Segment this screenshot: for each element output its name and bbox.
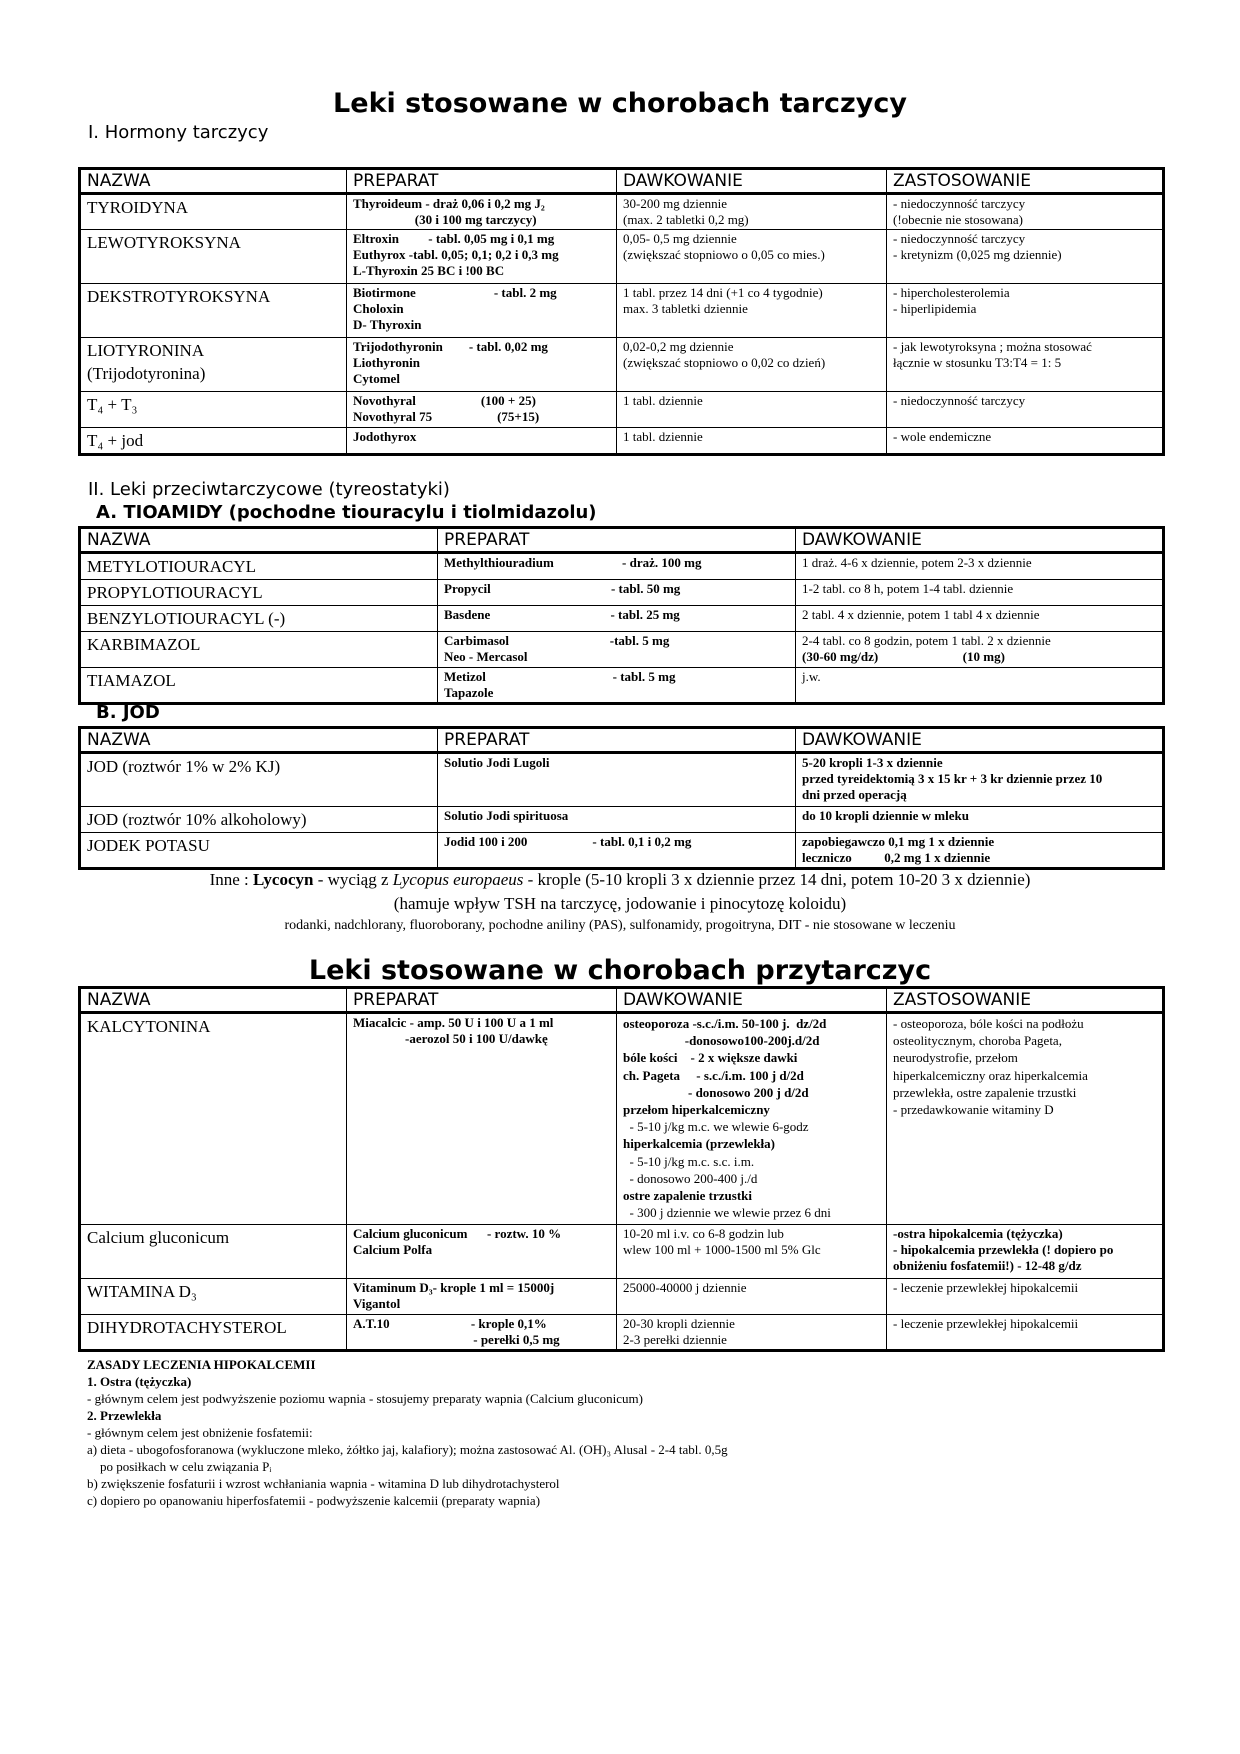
preparation-cell (347, 284, 617, 338)
indication-line: - jak lewotyroksyna ; można stosować (893, 339, 1092, 354)
dosage-line: dni przed operacją (802, 787, 907, 802)
preparation-line: Thyroideum - draż 0,06 i 0,2 mg J₂ (353, 196, 545, 211)
preparation-cell (438, 632, 796, 668)
dosage-cell (796, 580, 1164, 606)
indication-cell (887, 1225, 1164, 1279)
preparation-line: Propycil - tabl. 50 mg (444, 581, 681, 596)
column-header: PREPARAT (438, 528, 796, 553)
thyroid-title: Leki stosowane w chorobach tarczycy (333, 88, 907, 119)
dosage-line: 1 tabl. dziennie (623, 429, 703, 444)
table-row (80, 668, 1164, 704)
preparation-line: L-Thyroxin 25 BC i !00 BC (353, 263, 505, 278)
preparation-line: Vitaminum D₃- krople 1 ml = 15000j (353, 1280, 555, 1295)
dosage-cell (617, 1013, 887, 1225)
dosage-cell (617, 338, 887, 392)
preparation-line: Solutio Jodi Lugoli (444, 755, 550, 770)
drug-name-alias: (Trijodotyronina) (87, 364, 206, 383)
drug-name: BENZYLOTIOURACYL (-) (80, 606, 438, 632)
preparation-line: A.T.10 - krople 0,1% (353, 1316, 547, 1331)
indication-line: przewlekła, ostre zapalenie trzustki (893, 1084, 1077, 1100)
table-row (80, 428, 1164, 455)
dosage-line: hiperkalcemia (przewlekła) (623, 1136, 775, 1152)
subsection-thioamides-heading: A. TIOAMIDY (pochodne tiouracylu i tiolmidazolu) (96, 502, 597, 523)
dosage-line: 0,05- 0,5 mg dziennie (623, 231, 737, 246)
dosage-cell (796, 668, 1164, 704)
dosage-line: - donosowo 200-400 j./d (623, 1170, 758, 1186)
preparation-line: D- Thyroxin (353, 317, 422, 332)
dosage-line: 1 tabl. dziennie (623, 393, 703, 408)
dosage-line: - 300 j dziennie we wlewie przez 6 dni (623, 1205, 831, 1221)
dosage-line: 1 draż. 4-6 x dziennie, potem 2-3 x dziennie (802, 555, 1032, 570)
column-header: ZASTOSOWANIE (887, 169, 1164, 194)
dosage-line: - donosowo 200 j d/2d (623, 1084, 809, 1100)
dosage-cell (617, 1225, 887, 1279)
indication-line: - niedoczynność tarczycy (893, 196, 1026, 211)
indication-line: neurodystrofie, przełom (893, 1050, 1018, 1066)
preparation-cell (347, 1315, 617, 1351)
table-header-row (80, 728, 1164, 753)
preparation-line: Cytomel (353, 371, 400, 386)
preparation-line: Methylthiouradium - draż. 100 mg (444, 555, 702, 570)
mechanism-note: (hamuje wpływ TSH na tarczycę, jodowanie i pinocytozę koloidu) (393, 894, 847, 913)
section-antithyroid-heading: II. Leki przeciwtarczycowe (tyreostatyki) (88, 479, 450, 500)
dosage-cell (617, 392, 887, 428)
not-used-note: rodanki, nadchlorany, fluoroborany, pochodne aniliny (PAS), sulfonamidy, progoitryna, DIT - nie stosowane w leczeniu (284, 918, 956, 933)
indication-line: - wole endemiczne (893, 429, 992, 444)
preparation-line: Carbimasol -tabl. 5 mg (444, 633, 670, 648)
preparation-line: Calcium Polfa (353, 1242, 433, 1257)
table-row (80, 1279, 1164, 1315)
table-row (80, 284, 1164, 338)
preparation-line: Novothyral 75 (75+15) (353, 409, 540, 424)
preparation-line: Euthyrox -tabl. 0,05; 0,1; 0,2 i 0,3 mg (353, 247, 559, 262)
dosage-line: zapobiegawczo 0,1 mg 1 x dziennie (802, 834, 995, 849)
table-row (80, 230, 1164, 284)
dosage-line: j.w. (802, 669, 821, 684)
dosage-line: 0,02-0,2 mg dziennie (623, 339, 734, 354)
drug-name: METYLOTIOURACYL (80, 553, 438, 580)
indication-line: - hipercholesterolemia (893, 285, 1010, 300)
preparation-line: (30 i 100 mg tarczycy) (353, 212, 537, 227)
indication-cell (887, 392, 1164, 428)
table-row (80, 1225, 1164, 1279)
indication-line: - leczenie przewlekłej hipokalcemii (893, 1316, 1079, 1331)
indication-cell (887, 338, 1164, 392)
rules-item: - głównym celem jest podwyższenie poziomu wapnia - stosujemy preparaty wapnia (Calcium gluconicum) (87, 1391, 643, 1406)
indication-line: (!obecnie nie stosowana) (893, 212, 1023, 227)
column-header: DAWKOWANIE (796, 528, 1164, 553)
dosage-line: ostre zapalenie trzustki (623, 1188, 753, 1204)
dosage-line: wlew 100 ml + 1000-1500 ml 5% Glc (623, 1242, 821, 1257)
preparation-line: -aerozol 50 i 100 U/dawkę (353, 1031, 548, 1046)
rules-item: a) dieta - ubogofosforanowa (wykluczone mleko, żółtko jaj, kalafiory); można zastosować Al. (OH)₃ Alusal - 2-4 tabl. 0,5g (87, 1442, 728, 1457)
indication-cell (887, 194, 1164, 230)
preparation-line: Trijodothyronin - tabl. 0,02 mg (353, 339, 548, 354)
column-header: NAZWA (80, 988, 347, 1013)
iodine-table (78, 726, 1165, 870)
parathyroid-title: Leki stosowane w chorobach przytarczyc (308, 955, 932, 986)
dosage-cell (796, 606, 1164, 632)
table-row (80, 833, 1164, 869)
dosage-line: - 5-10 j/kg m.c. s.c. i.m. (623, 1153, 755, 1169)
hormones-table (78, 167, 1165, 456)
rules-item: b) zwiększenie fosfaturii i wzrost wchłaniania wapnia - witamina D lub dihydrotachysterol (87, 1476, 560, 1491)
preparation-cell (347, 1225, 617, 1279)
dosage-cell (796, 632, 1164, 668)
table-header-row (80, 988, 1164, 1013)
note-text: - wyciąg z (313, 870, 393, 889)
note-latin-name: Lycopus europaeus (392, 870, 524, 889)
table-row (80, 392, 1164, 428)
preparation-cell (438, 580, 796, 606)
dosage-cell (617, 194, 887, 230)
dosage-line: - 5-10 j/kg m.c. we wlewie 6-godz (623, 1119, 809, 1135)
drug-name: Calcium gluconicum (80, 1225, 347, 1279)
indication-line: łącznie w stosunku T3:T4 = 1: 5 (893, 355, 1062, 370)
indication-cell (887, 428, 1164, 455)
dosage-line: 1 tabl. przez 14 dni (+1 co 4 tygodnie) (623, 285, 823, 300)
column-header: DAWKOWANIE (617, 988, 887, 1013)
dosage-cell (796, 807, 1164, 833)
rules-item: 2. Przewlekła (87, 1408, 162, 1423)
preparation-line: Jodothyrox (353, 429, 417, 444)
column-header: PREPARAT (347, 169, 617, 194)
table-row (80, 1315, 1164, 1351)
section-hormones-heading: I. Hormony tarczycy (88, 122, 269, 143)
indication-line: - hiperlipidemia (893, 301, 977, 316)
rules-item: 1. Ostra (tężyczka) (87, 1374, 192, 1389)
indication-line: - niedoczynność tarczycy (893, 393, 1026, 408)
drug-name: T₄ + jod (80, 428, 347, 455)
column-header: DAWKOWANIE (796, 728, 1164, 753)
dosage-line: przed tyreidektomią 3 x 15 kr + 3 kr dziennie przez 10 (802, 771, 1103, 786)
indication-cell (887, 1013, 1164, 1225)
indication-line: osteolitycznym, choroba Pageta, (893, 1033, 1062, 1049)
column-header: DAWKOWANIE (617, 169, 887, 194)
table-row (80, 632, 1164, 668)
drug-name: DIHYDROTACHYSTEROL (80, 1315, 347, 1351)
dosage-line: 5-20 kropli 1-3 x dziennie (802, 755, 943, 770)
drug-name: WITAMINA D₃ (80, 1279, 347, 1315)
preparation-cell (438, 553, 796, 580)
table-header-row (80, 528, 1164, 553)
column-header: NAZWA (80, 528, 438, 553)
preparation-cell (347, 194, 617, 230)
dosage-cell (617, 1279, 887, 1315)
rules-item: - głównym celem jest obniżenie fosfatemii: (87, 1425, 313, 1440)
dosage-line: 30-200 mg dziennie (623, 196, 727, 211)
dosage-line: osteoporoza -s.c./i.m. 50-100 j. dz/2d (623, 1016, 827, 1031)
indication-line: - osteoporoza, bóle kości na podłożu (893, 1016, 1084, 1031)
dosage-line: 2 tabl. 4 x dziennie, potem 1 tabl 4 x dziennie (802, 607, 1040, 622)
drug-name: LIOTYRONINA (87, 341, 205, 360)
preparation-cell (438, 807, 796, 833)
dosage-line: -donosowo100-200j.d/2d (623, 1033, 820, 1049)
dosage-line: do 10 kropli dziennie w mleku (802, 808, 969, 823)
preparation-line: Tapazole (444, 685, 494, 700)
hypocalcemia-treatment-rules (87, 1356, 728, 1509)
preparation-line: Calcium gluconicum - roztw. 10 % (353, 1226, 562, 1241)
table-row (80, 580, 1164, 606)
dosage-line: 20-30 kropli dziennie (623, 1316, 735, 1331)
indication-line: hiperkalcemiczny oraz hiperkalcemia (893, 1067, 1088, 1083)
dosage-line: (zwiększać stopniowo o 0,05 co mies.) (623, 247, 825, 262)
preparation-cell (438, 606, 796, 632)
drug-name: KALCYTONINA (80, 1013, 347, 1225)
column-header: NAZWA (80, 728, 438, 753)
dosage-line: (max. 2 tabletki 0,2 mg) (623, 212, 749, 227)
dosage-line: max. 3 tabletki dziennie (623, 301, 748, 316)
drug-name: T₄ + T₃ (80, 392, 347, 428)
column-header: NAZWA (80, 169, 347, 194)
preparation-line: Vigantol (353, 1296, 401, 1311)
drug-name: KARBIMAZOL (80, 632, 438, 668)
dosage-line: (30-60 mg/dz) (10 mg) (802, 649, 1005, 664)
dosage-line: ch. Pageta - s.c./i.m. 100 j d/2d (623, 1067, 804, 1083)
drug-name: JOD (roztwór 1% w 2% KJ) (80, 753, 438, 807)
table-row (80, 753, 1164, 807)
preparation-line: Metizol - tabl. 5 mg (444, 669, 676, 684)
table-header-row (80, 169, 1164, 194)
preparation-cell (347, 392, 617, 428)
dosage-line: 10-20 ml i.v. co 6-8 godzin lub (623, 1226, 784, 1241)
dosage-cell (796, 753, 1164, 807)
preparation-cell (438, 833, 796, 869)
rules-heading: ZASADY LECZENIA HIPOKALCEMII (87, 1357, 316, 1372)
table-row (80, 553, 1164, 580)
indication-cell (887, 230, 1164, 284)
preparation-line: Novothyral (100 + 25) (353, 393, 536, 408)
indication-line: -ostra hipokalcemia (tężyczka) (893, 1226, 1063, 1241)
dosage-line: leczniczo 0,2 mg 1 x dziennie (802, 850, 991, 865)
dosage-cell (796, 833, 1164, 869)
dosage-cell (617, 1315, 887, 1351)
preparation-line: Miacalcic - amp. 50 U i 100 U a 1 ml (353, 1015, 554, 1030)
rules-item: po posiłkach w celu związania Pᵢ (87, 1459, 272, 1474)
dosage-line: bóle kości - 2 x większe dawki (623, 1050, 798, 1066)
preparation-line: Liothyronin (353, 355, 420, 370)
dosage-line: 1-2 tabl. co 8 h, potem 1-4 tabl. dziennie (802, 581, 1014, 596)
dosage-line: 2-3 perełki dziennie (623, 1332, 727, 1347)
preparation-cell (347, 338, 617, 392)
note-text: Inne : (209, 870, 254, 889)
thioamides-table (78, 526, 1165, 705)
dosage-line: przełom hiperkalcemiczny (623, 1102, 770, 1118)
subsection-iodine-heading: B. JOD (96, 702, 160, 723)
table-row (80, 606, 1164, 632)
preparation-line: Biotirmone - tabl. 2 mg (353, 285, 557, 300)
note-text: - krople (5-10 kropli 3 x dziennie przez 14 dni, potem 10-20 3 x dziennie) (523, 870, 1031, 889)
column-header: PREPARAT (438, 728, 796, 753)
drug-name: LEWOTYROKSYNA (80, 230, 347, 284)
dosage-cell (796, 553, 1164, 580)
dosage-cell (617, 428, 887, 455)
drug-name: TIAMAZOL (80, 668, 438, 704)
indication-line: - kretynizm (0,025 mg dziennie) (893, 247, 1062, 262)
drug-name: DEKSTROTYROKSYNA (80, 284, 347, 338)
indication-line: obniżeniu fosfatemii!) - 12-48 g/dz (893, 1258, 1082, 1273)
drug-name: TYROIDYNA (80, 194, 347, 230)
indication-line: - niedoczynność tarczycy (893, 231, 1026, 246)
preparation-cell (438, 753, 796, 807)
drug-name: JODEK POTASU (80, 833, 438, 869)
dosage-line: 25000-40000 j dziennie (623, 1280, 747, 1295)
parathyroid-table (78, 986, 1165, 1352)
preparation-line: Basdene - tabl. 25 mg (444, 607, 680, 622)
column-header: PREPARAT (347, 988, 617, 1013)
preparation-line: Solutio Jodi spirituosa (444, 808, 569, 823)
rules-item: c) dopiero po opanowaniu hiperfosfatemii - podwyższenie kalcemii (preparaty wapnia) (87, 1493, 541, 1508)
preparation-line: Eltroxin - tabl. 0,05 mg i 0,1 mg (353, 231, 555, 246)
table-row (80, 1013, 1164, 1225)
preparation-line: - perełki 0,5 mg (353, 1332, 560, 1347)
drug-name: PROPYLOTIOURACYL (80, 580, 438, 606)
table-row (80, 807, 1164, 833)
preparation-line: Jodid 100 i 200 - tabl. 0,1 i 0,2 mg (444, 834, 692, 849)
preparation-cell (438, 668, 796, 704)
indication-cell (887, 1279, 1164, 1315)
table-row (80, 194, 1164, 230)
table-row (80, 338, 1164, 392)
preparation-cell (347, 428, 617, 455)
indication-line: - leczenie przewlekłej hipokalcemii (893, 1280, 1079, 1295)
preparation-cell (347, 1013, 617, 1225)
indication-cell (887, 1315, 1164, 1351)
dosage-cell (617, 230, 887, 284)
indication-line: - hipokalcemia przewlekła (! dopiero po (893, 1242, 1114, 1257)
indication-line: - przedawkowanie witaminy D (893, 1102, 1054, 1118)
column-header: ZASTOSOWANIE (887, 988, 1164, 1013)
indication-cell (887, 284, 1164, 338)
drug-name: JOD (roztwór 10% alkoholowy) (80, 807, 438, 833)
preparation-line: Choloxin (353, 301, 404, 316)
dosage-line: 2-4 tabl. co 8 godzin, potem 1 tabl. 2 x dziennie (802, 633, 1051, 648)
note-drug-name: Lycocyn (253, 870, 314, 889)
preparation-line: Neo - Mercasol (444, 649, 528, 664)
dosage-cell (617, 284, 887, 338)
preparation-cell (347, 1279, 617, 1315)
dosage-line: (zwiększać stopniowo o 0,02 co dzień) (623, 355, 826, 370)
other-drugs-note (0, 870, 1240, 890)
preparation-cell (347, 230, 617, 284)
drug-name-cell (80, 338, 347, 392)
